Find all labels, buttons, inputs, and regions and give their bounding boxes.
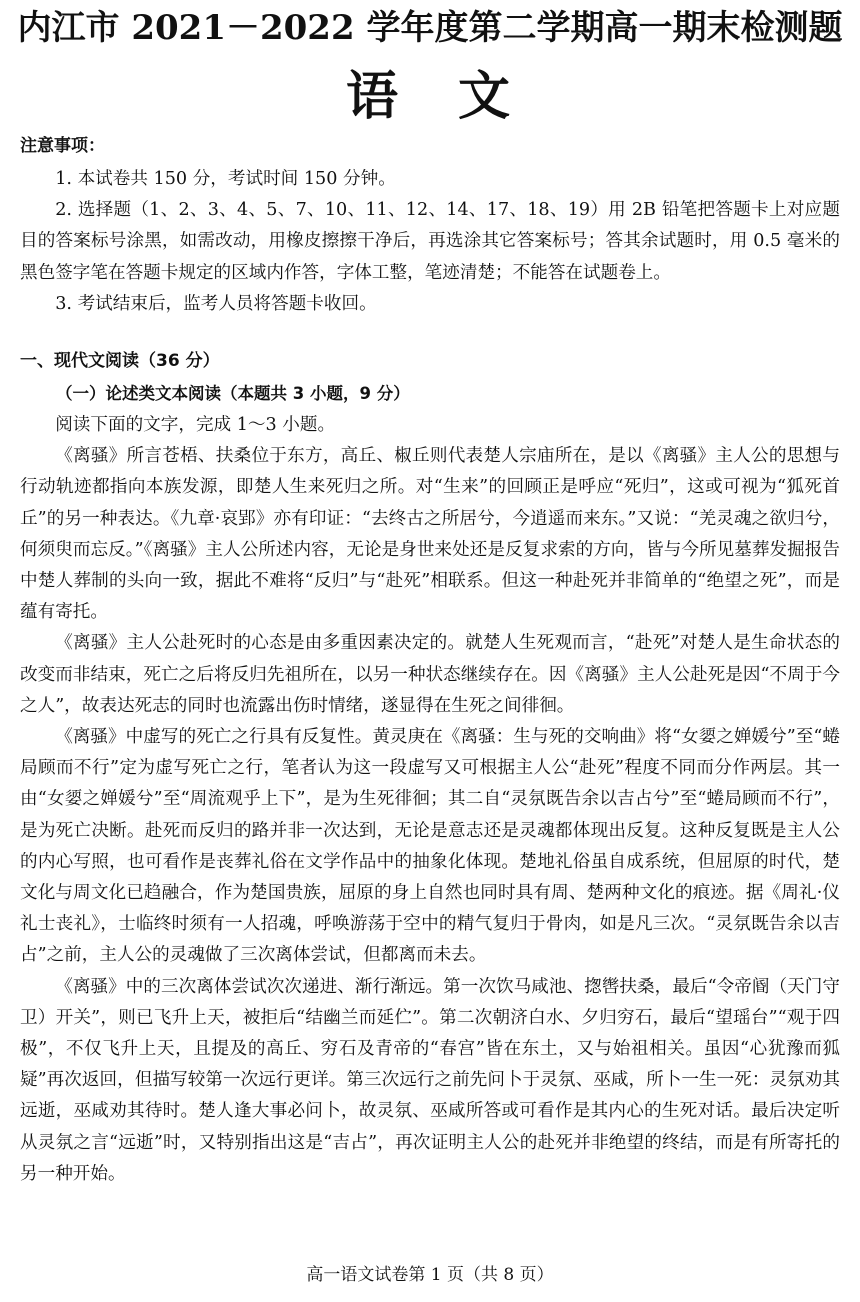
page-footer: 高一语文试卷第 1 页（共 8 页） bbox=[306, 1265, 554, 1285]
subsection-heading: （一）论述类文本阅读（本题共 3 小题，9 分） bbox=[56, 384, 410, 403]
subject-title bbox=[0, 62, 860, 132]
notice-item: 1. 本试卷共 150 分，考试时间 150 分钟。 bbox=[55, 169, 396, 189]
passage-paragraph: 《离骚》所言苍梧、扶桑位于东方，高丘、椒丘则代表楚人宗庙所在，是以《离骚》主人公的思想与行动轨迹都指向本族发源，即楚人生来死归之所。对“生来”的回顾正是呼应“死归”，这或可视为“狐死首丘”的另一种表达。《九章·哀郢》亦有印证：“去终古之所居兮，今逍遥而来东。”又说：“羌灵魂之欲归兮，何须臾而忘反。”《离骚》主人公所述内容，无论是身世来处还是反复求索的方向，皆与今所见墓葬发掘报告中楚人葬制的头向一致，据此不难将“反归”与“赴死”相联系。但这一种赴死并非简单的“绝望之死”，而是蕴有寄托。 bbox=[20, 446, 840, 623]
notice-heading: 注意事项： bbox=[20, 136, 105, 156]
reading-passage bbox=[20, 410, 840, 1190]
passage-paragraph: 《离骚》中虚写的死亡之行具有反复性。黄灵庚在《离骚：生与死的交响曲》将“女媭之婵媛兮”至“蜷局顾而不行”定为虚写死亡之行，笔者认为这一段虚写又可根据主人公“赴死”程度不同而分作两层。其一由“女媭之婵媛兮”至“周流观乎上下”，是为生死徘徊；其二自“灵氛既告余以吉占兮”至“蜷局顾而不行”，是为死亡决断。赴死而反归的路并非一次达到，无论是意志还是灵魂都体现出反复。这种反复既是主人公的内心写照，也可看作是丧葬礼俗在文学作品中的抽象化体现。楚地礼俗虽自成系统，但屈原的时代，楚文化与周文化已趋融合，作为楚国贵族，屈原的身上自然也同时具有周、楚两种文化的痕迹。据《周礼·仪礼士丧礼》，士临终时须有一人招魂，呼唤游荡于空中的精气复归于骨肉，如是凡三次。“灵氛既告余以吉占”之前，主人公的灵魂做了三次离体尝试，但都离而未去。 bbox=[20, 727, 840, 966]
notice-item: 2. 选择题（1、2、3、4、5、7、10、11、12、14、17、18、19）用 2B 铅笔把答题卡上对应题目的答案标号涂黑，如需改动，用橡皮擦擦干净后，再选涂其它答案标号；答其余试题时，用 0.5 毫米的黑色签字笔在答题卡规定的区域内作答，字体工整，笔迹清楚；不能答在试题卷上。 bbox=[20, 200, 840, 283]
exam-title: 内江市 2021－2022 学年度第二学期高一期末检测题 bbox=[17, 8, 843, 48]
notice-item: 3. 考试结束后，监考人员将答题卡收回。 bbox=[55, 293, 377, 314]
subject-char-2: 文 bbox=[458, 66, 515, 127]
passage-paragraph: 《离骚》主人公赴死时的心态是由多重因素决定的。就楚人生死观而言，“赴死”对楚人是生命状态的改变而非结束，死亡之后将反归先祖所在，以另一种状态继续存在。因《离骚》主人公赴死是因“不周于今之人”，故表达死志的同时也流露出伤时情绪，遂显得在生死之间徘徊。 bbox=[20, 633, 840, 716]
passage-paragraph: 《离骚》中的三次离体尝试次次递进、渐行渐远。第一次饮马咸池、揔辔扶桑，最后“令帝阍（天门守卫）开关”，则已飞升上天，被拒后“结幽兰而延伫”。第二次朝济白水、夕归穷石，最后“望瑶台”“观于四极”，不仅飞升上天，且提及的高丘、穷石及青帝的“春宫”皆在东土，又与始祖相关。虽因“心犹豫而狐疑”再次返回，但描写较第一次远行更详。第三次远行之前先问卜于灵氛、巫咸，所卜一生一死：灵氛劝其远逝，巫咸劝其待时。楚人逢大事必问卜，故灵氛、巫咸所答或可看作是其内心的生死对话。最后决定听从灵氛之言“远逝”时，又特别指出这是“吉占”，再次证明主人公的赴死并非绝望的终结，而是有所寄托的另一种开始。 bbox=[20, 976, 840, 1184]
notice-list bbox=[20, 164, 840, 320]
subject-char-1: 语 bbox=[345, 66, 402, 127]
reading-instruction: 阅读下面的文字，完成 1～3 小题。 bbox=[55, 415, 336, 435]
section-heading: 一、现代文阅读（36 分） bbox=[20, 351, 220, 371]
